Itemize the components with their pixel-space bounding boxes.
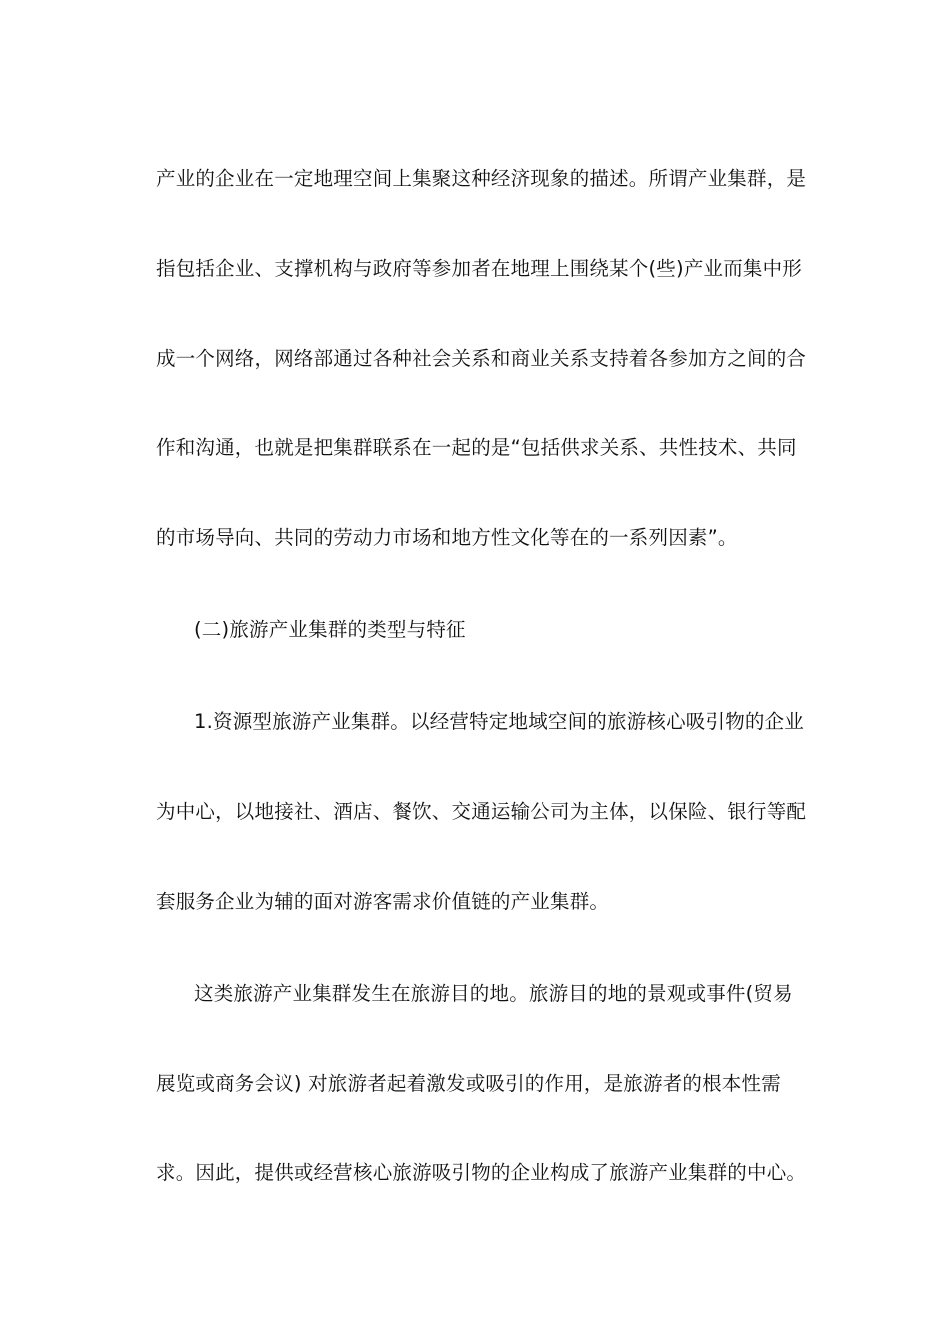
paragraph-line: 指包括企业、支撑机构与政府等参加者在地理上围绕某个(些)产业而集中形 — [156, 257, 803, 280]
paragraph-line: 作和沟通，也就是把集群联系在一起的是“包括供求关系、共性技术、共同 — [156, 436, 797, 459]
paragraph-line: 的市场导向、共同的劳动力市场和地方性文化等在的一系列因素”。 — [156, 526, 738, 549]
paragraph-line: 展览或商务会议) 对旅游者起着激发或吸引的作用，是旅游者的根本性需 — [156, 1072, 781, 1095]
section-heading: (二)旅游产业集群的类型与特征 — [194, 618, 466, 641]
paragraph-line: 成一个网络，网络部通过各种社会关系和商业关系支持着各参加方之间的合 — [156, 347, 807, 370]
paragraph-line: 套服务企业为辅的面对游客需求价值链的产业集群。 — [156, 890, 610, 913]
paragraph-line: 为中心，以地接社、酒店、餐饮、交通运输公司为主体，以保险、银行等配 — [156, 800, 807, 823]
paragraph-line: 这类旅游产业集群发生在旅游目的地。旅游目的地的景观或事件(贸易 — [194, 982, 793, 1005]
paragraph-line: 产业的企业在一定地理空间上集聚这种经济现象的描述。所谓产业集群，是 — [156, 167, 807, 190]
paragraph-line: 求。因此，提供或经营核心旅游吸引物的企业构成了旅游产业集群的中心。 — [156, 1161, 807, 1184]
paragraph-line: 1.资源型旅游产业集群。以经营特定地域空间的旅游核心吸引物的企业 — [194, 710, 805, 733]
